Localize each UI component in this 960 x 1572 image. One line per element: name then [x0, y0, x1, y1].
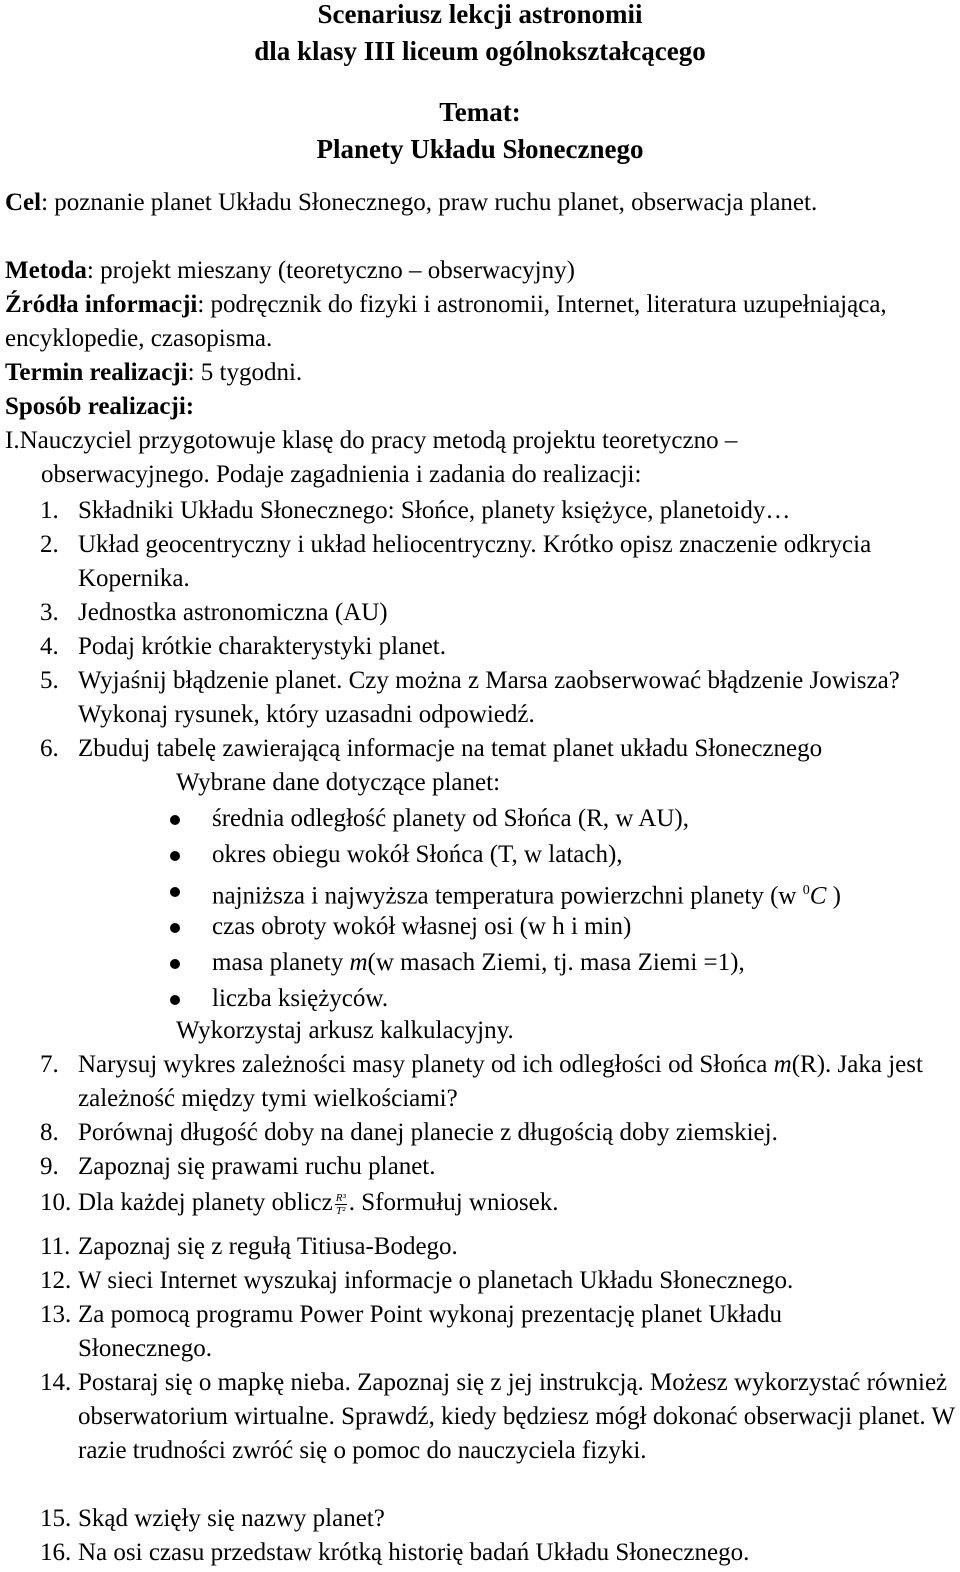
- deadline-label: Termin realizacji: [5, 359, 188, 386]
- document-title: [0, 0, 960, 70]
- bullet-text: okres obiegu wokół Słońca (T, w latach),: [212, 841, 623, 868]
- celsius-unit: C: [809, 882, 827, 910]
- list-item-text: Jednostka astronomiczna (AU): [78, 599, 388, 626]
- intro-paragraph: [5, 424, 955, 492]
- intro-line-1: I.Nauczyciel przygotowuje klasę do pracy metodą projektu teoretyczno –: [5, 427, 738, 454]
- sources-label: Źródła informacji: [5, 291, 198, 318]
- list-item-text: Porównaj długość doby na danej planecie z długością doby ziemskiej.: [78, 1119, 778, 1146]
- list-item-text: Wyjaśnij błądzenie planet. Czy można z Marsa zaobserwować błądzenie Jowisza? Wykonaj rysunek, który uzasadni odpowiedź.: [78, 667, 900, 728]
- goal-label: Cel: [5, 189, 42, 216]
- list-item-text: Dla każdej planety oblicz $\frac{\text{R³}}{\text{T²}}$ . Sformułuj wniosek.: [78, 1189, 559, 1217]
- bullet-text: czas obroty wokół własnej osi (w h i min): [212, 913, 632, 940]
- list-item-text: Podaj krótkie charakterystyki planet.: [78, 633, 446, 660]
- list-item-text: Postaraj się o mapkę nieba. Zapoznaj się z jej instrukcją. Możesz wykorzystać również obserwatorium wirtualne. Sprawdź, kiedy będziesz mógł dokonać obserwacji planet. W razie trudności zwróć się o pomoc do nauczyciela fizyki.: [78, 1369, 955, 1464]
- list-item-text: Zapoznaj się z regułą Titiusa-Bodego.: [78, 1233, 458, 1260]
- list-item-number: 1.: [40, 497, 59, 524]
- list-item-text: Zapoznaj się prawami ruchu planet.: [78, 1153, 436, 1180]
- method-text: : projekt mieszany (teoretyczno – obserwacyjny): [86, 257, 575, 284]
- bullet-text-temperature: najniższa i najwyższa temperatura powierzchni planety (w $^0$C ): [212, 882, 841, 910]
- title-line-2: dla klasy III liceum ogólnokształcącego: [254, 36, 706, 66]
- list-item-number: 3.: [40, 599, 59, 626]
- list-item-number: 6.: [40, 735, 59, 762]
- method-of-realization-label: Sposób realizacji:: [5, 393, 195, 420]
- bullet-icon: [170, 959, 180, 969]
- topic-title: Planety Układu Słonecznego: [316, 134, 644, 164]
- deadline-text: : 5 tygodni.: [187, 359, 303, 386]
- list-item-number: 2.: [40, 531, 59, 558]
- list-item-text: Zbuduj tabelę zawierającą informacje na temat planet układu Słonecznego: [78, 735, 823, 762]
- list-item-number: 16.: [40, 1539, 72, 1566]
- mass-symbol: m: [349, 949, 368, 976]
- degree-superscript: 0: [802, 883, 810, 898]
- bullet-text-mass: masa planety m(w masach Ziemi, tj. masa Ziemi =1),: [212, 949, 745, 976]
- fraction-r3-over-t2: $\frac{\text{R³}}{\text{T²}}$: [335, 1191, 346, 1217]
- list-item-number: 12.: [40, 1267, 72, 1294]
- method-label: Metoda: [5, 257, 87, 284]
- bullet-icon: [170, 815, 180, 825]
- list-item-text: Na osi czasu przedstaw krótką historię badań Układu Słonecznego.: [78, 1539, 750, 1566]
- method-paragraph: [5, 254, 955, 288]
- goal-text: : poznanie planet Układu Słonecznego, praw ruchu planet, obserwacja planet.: [41, 189, 818, 216]
- topic-heading: [0, 94, 960, 168]
- bullet-icon: [170, 887, 180, 897]
- list-item-number: 14.: [40, 1369, 72, 1396]
- sources-paragraph: [5, 288, 955, 356]
- list-item-number: 9.: [40, 1153, 59, 1180]
- mass-symbol: m: [773, 1051, 792, 1078]
- bullet-text: średnia odległość planety od Słońca (R, w AU),: [212, 805, 689, 832]
- list-item-text: Skąd wzięły się nazwy planet?: [78, 1505, 385, 1532]
- sources-text: : podręcznik do fizyki i astronomii, Internet, literatura uzupełniająca, encyklopedie, czasopisma.: [5, 291, 887, 352]
- list-item-number: 13.: [40, 1301, 72, 1328]
- bullet-icon: [170, 923, 180, 933]
- list-item-number: 5.: [40, 667, 59, 694]
- list-item-number: 7.: [40, 1051, 59, 1078]
- deadline-paragraph: [5, 356, 955, 390]
- topic-label: Temat:: [439, 97, 521, 127]
- list-item-text: Za pomocą programu Power Point wykonaj prezentację planet Układu Słonecznego.: [78, 1301, 782, 1362]
- list-item-number: 10.: [40, 1189, 72, 1216]
- goal-paragraph: [5, 186, 955, 220]
- list-item-text: Układ geocentryczny i układ heliocentryczny. Krótko opisz znaczenie odkrycia Kopernika.: [78, 531, 872, 592]
- bullet-icon: [170, 851, 180, 861]
- list-item-text: W sieci Internet wyszukaj informacje o planetach Układu Słonecznego.: [78, 1267, 794, 1294]
- list-item-text: Składniki Układu Słonecznego: Słońce, planety księżyce, planetoidy…: [78, 497, 791, 524]
- spreadsheet-note: Wykorzystaj arkusz kalkulacyjny.: [176, 1017, 514, 1044]
- list-item-number: 8.: [40, 1119, 59, 1146]
- list-item-number: 15.: [40, 1505, 72, 1532]
- list-item-text: Narysuj wykres zależności masy planety od ich odległości od Słońca m(R). Jaka jest zależność między tymi wielkościami?: [78, 1051, 923, 1112]
- title-line-1: Scenariusz lekcji astronomii: [317, 0, 643, 29]
- bullet-icon: [170, 995, 180, 1005]
- list-item-number: 4.: [40, 633, 59, 660]
- data-subheading: Wybrane dane dotyczące planet:: [176, 769, 501, 796]
- list-item-number: 11.: [40, 1233, 71, 1260]
- bullet-text: liczba księżyców.: [212, 985, 389, 1012]
- intro-line-2: obserwacyjnego. Podaje zagadnienia i zadania do realizacji:: [41, 461, 642, 488]
